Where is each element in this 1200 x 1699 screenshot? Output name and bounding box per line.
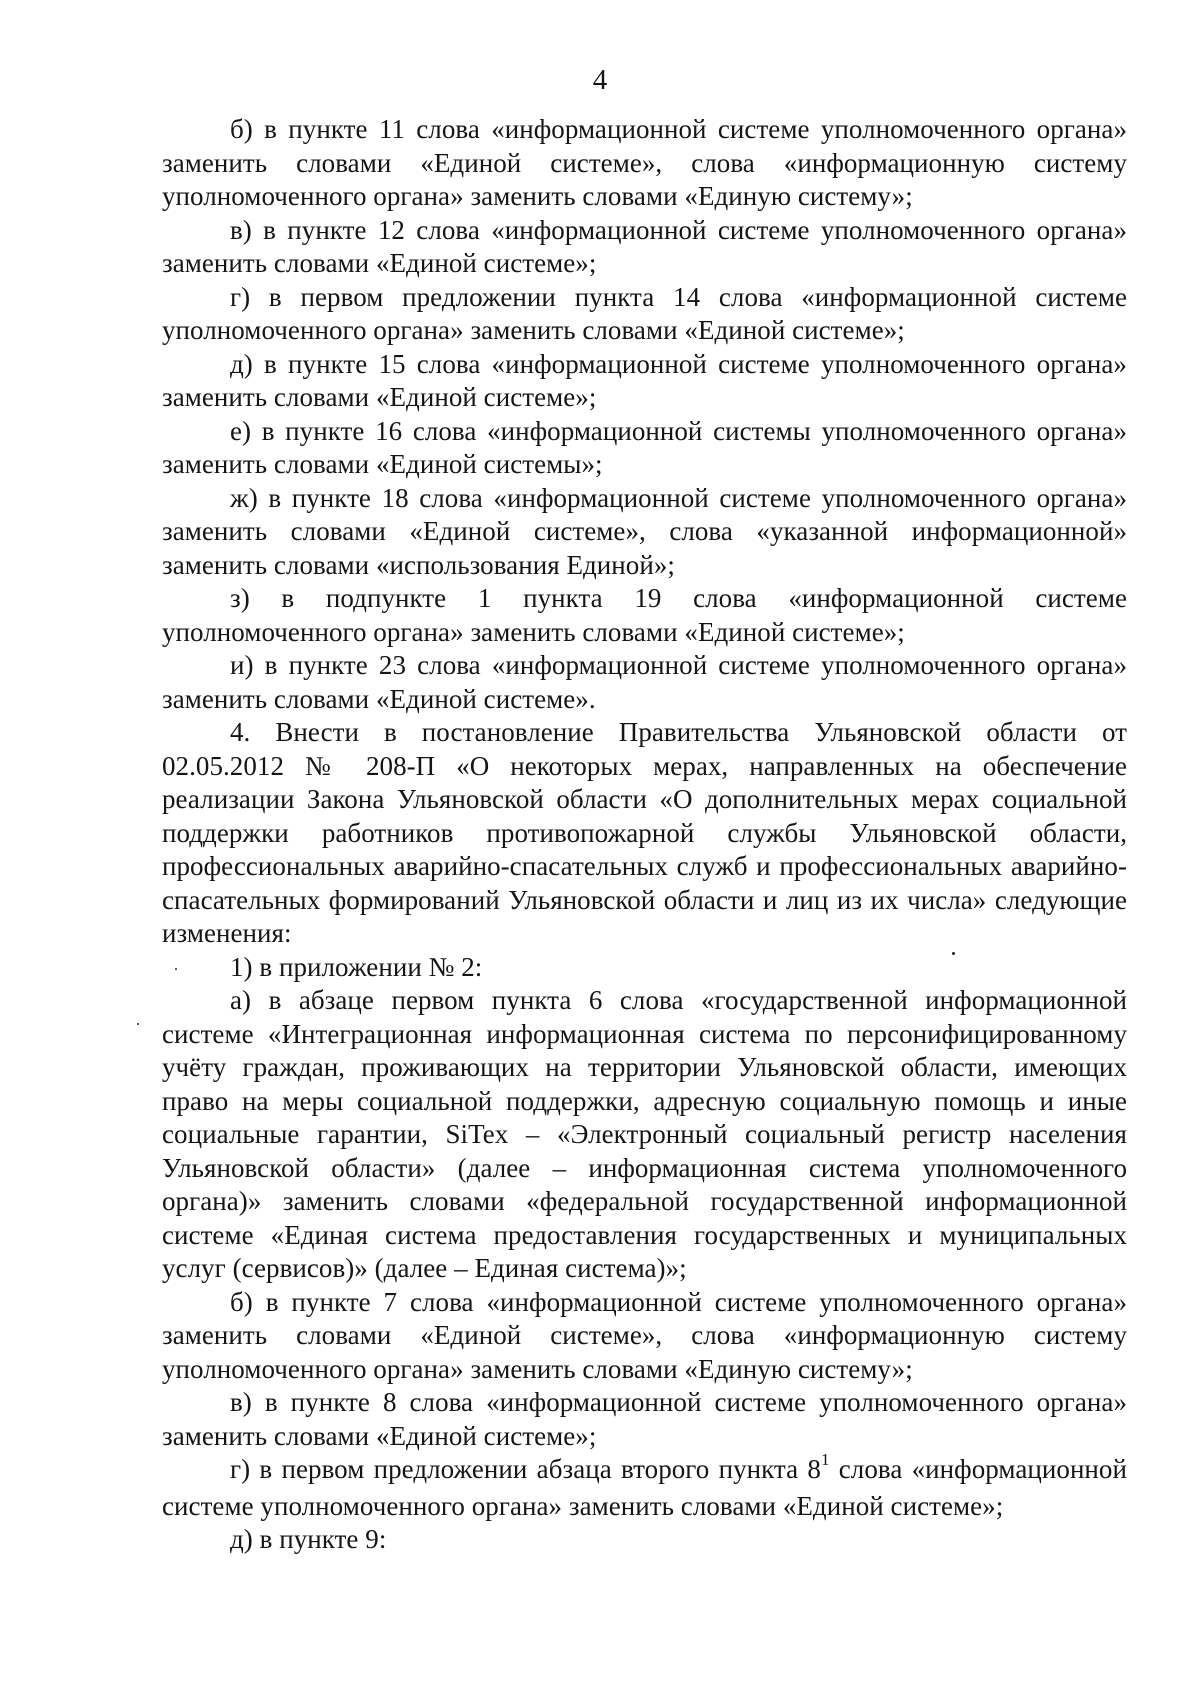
paragraph-amend-d: д) в пункте 15 слова «информационной системе уполномоченного органа» заменить словами «Единой системе»; (162, 348, 1127, 412)
scan-speck (175, 968, 177, 970)
paragraph-amend-g: г) в первом предложении пункта 14 слова «информационной системе уполномоченного органа» заменить словами «Единой системе»; (162, 281, 1127, 345)
superscript-index: 1 (820, 1450, 830, 1469)
scan-speck (952, 952, 955, 955)
paragraph-appendix-b: б) в пункте 7 слова «информационной системе уполномоченного органа» заменить словами «Единой системе», слова «информационную систему уполномоченного органа» заменить словами «Единую систему»; (162, 1286, 1127, 1384)
paragraph-amend-z: з) в подпункте 1 пункта 19 слова «информационной системе уполномоченного органа» заменить словами «Единой системе»; (162, 583, 1127, 647)
paragraph-appendix-d: д) в пункте 9: (230, 1524, 387, 1554)
paragraph-appendix-v: в) в пункте 8 слова «информационной системе уполномоченного органа» заменить словами «Единой системе»; (162, 1387, 1127, 1451)
paragraph-appendix-g (162, 1450, 1127, 1523)
paragraph-amend-b: б) в пункте 11 слова «информационной системе уполномоченного органа» заменить словами «Единой системе», слова «информационную систему уполномоченного органа» заменить словами «Единую систему»; (162, 114, 1127, 211)
paragraph-subitem-1: 1) в приложении № 2: (230, 951, 483, 982)
paragraph-g-text: г) в первом предложении абзаца второго пункта 8 (230, 1454, 821, 1484)
page-number: 4 (592, 64, 608, 96)
paragraph-amend-i: и) в пункте 23 слова «информационной системе уполномоченного органа» заменить словами «Единой системе». (162, 650, 1127, 714)
document-body (162, 113, 1127, 1557)
scan-speck (137, 1023, 139, 1025)
paragraph-amend-v: в) в пункте 12 слова «информационной системе уполномоченного органа» заменить словами «Единой системе»; (162, 214, 1127, 278)
paragraph-appendix-a: а) в абзаце первом пункта 6 слова «государственной информационной системе «Интеграционная информационная система по персонифицированному учёту граждан, проживающих на территории Ульяновской области, имеющих право на меры социальной поддержки, адресную социальную помощь и иные социальные гарантии, SiTex – «Электронный социальный регистр населения Ульяновской области» (далее – информационная система уполномоченного органа)» заменить словами «федеральной государственной информационной системе «Единая система предоставления государственных и муниципальных услуг (сервисов)» (далее – Единая система)»; (162, 985, 1127, 1283)
paragraph-amend-e: е) в пункте 16 слова «информационной системы уполномоченного органа» заменить словами «Единой системы»; (162, 415, 1127, 479)
paragraph-g-text-rest: слова «информационной системе уполномоченного органа» заменить словами «Единой системе»; (162, 1454, 1127, 1521)
paragraph-item-4: 4. Внести в постановление Правительства Ульяновской области от 02.05.2012 № 208-П «О некоторых мерах, направленных на обеспечение реализации Закона Ульяновской области «О дополнительных мерах социальной поддержки работников противопожарной службы Ульяновской области, профессиональных аварийно-спасательных служб и профессиональных аварийно-спасательных формирований Ульяновской области и лиц из их числа» следующие изменения: (162, 717, 1127, 948)
paragraph-amend-zh: ж) в пункте 18 слова «информационной системе уполномоченного органа» заменить словами «Единой системе», слова «указанной информационной» заменить словами «использования Единой»; (162, 482, 1127, 580)
